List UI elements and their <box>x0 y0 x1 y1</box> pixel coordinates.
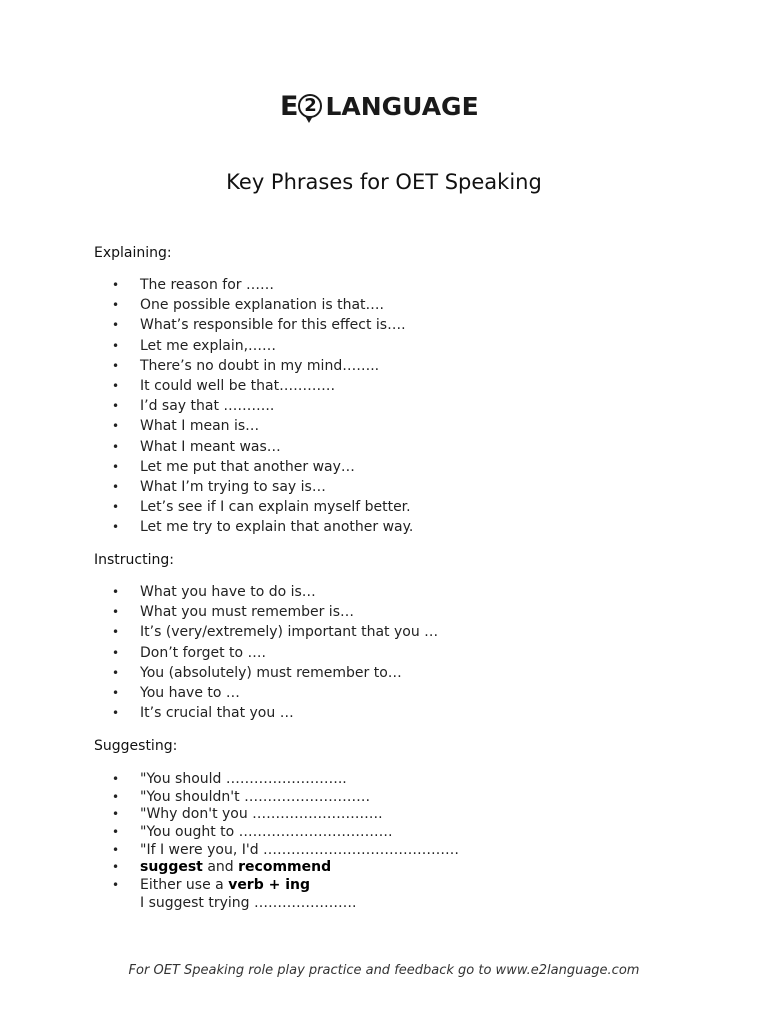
bullet-icon: • <box>112 772 120 786</box>
bullet-icon: • <box>112 338 120 353</box>
list-item-text: What I mean is… <box>140 418 260 435</box>
list-item-text: "You shouldn't ……………………… <box>140 788 371 805</box>
list-item-example <box>112 895 459 913</box>
logo-language: LANGUAGE <box>325 91 479 121</box>
bullet-icon: • <box>112 500 120 515</box>
list-item-text: There’s no doubt in my mind…….. <box>140 357 380 374</box>
list-item <box>112 806 459 824</box>
bullet-icon: • <box>112 878 120 893</box>
list-item-text: What you must remember is… <box>140 604 354 621</box>
list-item <box>112 457 413 477</box>
page-title: Key Phrases for OET Speaking <box>226 170 542 194</box>
list-item <box>112 703 438 723</box>
list-item <box>112 789 459 807</box>
keyword-suggest: suggest <box>140 859 203 876</box>
list-item-text: You (absolutely) must remember to… <box>140 664 402 681</box>
list-item-text: What’s responsible for this effect is…. <box>140 317 406 334</box>
list-item-text: The reason for …… <box>140 277 275 293</box>
bullet-icon: • <box>112 439 120 454</box>
list-item-text: "You ought to …………………………… <box>140 824 393 841</box>
logo-digit: 2 <box>304 95 317 116</box>
footer-note: For OET Speaking role play practice and feedback go to www.e2language.com <box>128 963 640 978</box>
list-item <box>112 824 459 842</box>
bullet-icon: • <box>112 520 120 535</box>
list-item <box>112 376 413 396</box>
list-item <box>112 663 438 683</box>
bullet-icon: • <box>112 459 120 474</box>
list-item-text: What I meant was… <box>140 438 281 455</box>
bullet-icon: • <box>112 358 120 373</box>
list-item-text: What I’m trying to say is… <box>140 478 326 495</box>
list-item <box>112 622 438 642</box>
keyword-recommend: recommend <box>238 859 332 876</box>
list-item-text: I’d say that ……….. <box>140 398 275 415</box>
list-item <box>112 842 459 860</box>
list-item <box>112 582 438 602</box>
list-item <box>112 437 413 457</box>
list-item-text: One possible explanation is that…. <box>140 297 384 314</box>
logo-e: E <box>280 90 298 122</box>
list-item-text: Let me try to explain that another way. <box>140 519 414 536</box>
list-item-text: It’s crucial that you … <box>140 705 294 722</box>
section-heading-suggesting: Suggesting: <box>94 738 178 754</box>
list-item <box>112 295 413 315</box>
bullet-icon: • <box>112 842 120 857</box>
list-item <box>112 275 413 295</box>
list-item-text: "You should …………………….. <box>140 771 347 787</box>
list-item <box>112 643 438 663</box>
list-item-suggest-recommend <box>112 859 459 877</box>
verb-item-prefix: Either use a <box>140 877 229 894</box>
bullet-icon: • <box>112 665 120 680</box>
section-heading-instructing: Instructing: <box>94 552 174 568</box>
explaining-list <box>112 275 413 537</box>
bullet-icon: • <box>112 318 120 333</box>
bullet-icon: • <box>112 789 120 804</box>
bullet-icon: • <box>112 825 120 840</box>
list-item <box>112 683 438 703</box>
list-item-text: "Why don't you ………………………. <box>140 806 383 823</box>
list-item <box>112 315 413 335</box>
verb-example-text: I suggest trying …………………. <box>140 894 357 911</box>
section-heading-explaining: Explaining: <box>94 245 172 261</box>
list-item <box>112 336 413 356</box>
bullet-icon: • <box>112 378 120 393</box>
list-item-text: "If I were you, I'd …………………………………… <box>140 841 460 858</box>
bullet-icon: • <box>112 706 120 721</box>
list-item-text: Let me explain,…… <box>140 337 277 354</box>
suggesting-list <box>112 771 459 913</box>
list-item-text: What you have to do is… <box>140 584 316 600</box>
keyword-verb-ing: verb + ing <box>228 877 310 894</box>
bullet-icon: • <box>112 645 120 660</box>
list-item <box>112 396 413 416</box>
bullet-icon: • <box>112 278 120 292</box>
speech-bubble-icon <box>298 94 322 118</box>
list-item <box>112 497 413 517</box>
bullet-icon: • <box>112 479 120 494</box>
bullet-icon: • <box>112 685 120 700</box>
list-item-text: Don’t forget to …. <box>140 644 267 661</box>
instructing-list <box>112 582 438 723</box>
list-item <box>112 477 413 497</box>
list-item <box>112 517 413 537</box>
list-item-text: It could well be that………… <box>140 377 336 394</box>
bullet-icon: • <box>112 419 120 434</box>
list-item-text: It’s (very/extremely) important that you … <box>140 624 439 641</box>
list-item <box>112 416 413 436</box>
list-item-text: Let’s see if I can explain myself better. <box>140 499 411 516</box>
list-item-text: You have to … <box>140 684 240 701</box>
bullet-icon: • <box>112 298 120 313</box>
bullet-icon: • <box>112 807 120 822</box>
list-item <box>112 771 459 789</box>
bullet-icon: • <box>112 399 120 414</box>
bullet-icon: • <box>112 605 120 620</box>
bullet-icon: • <box>112 625 120 640</box>
list-item <box>112 602 438 622</box>
list-item-verb-ing <box>112 877 459 895</box>
bullet-icon: • <box>112 585 120 599</box>
list-item-text: Let me put that another way… <box>140 458 355 475</box>
bullet-icon: • <box>112 860 120 875</box>
list-item <box>112 356 413 376</box>
e2language-logo <box>280 86 479 126</box>
conjunction-text: and <box>202 859 239 876</box>
